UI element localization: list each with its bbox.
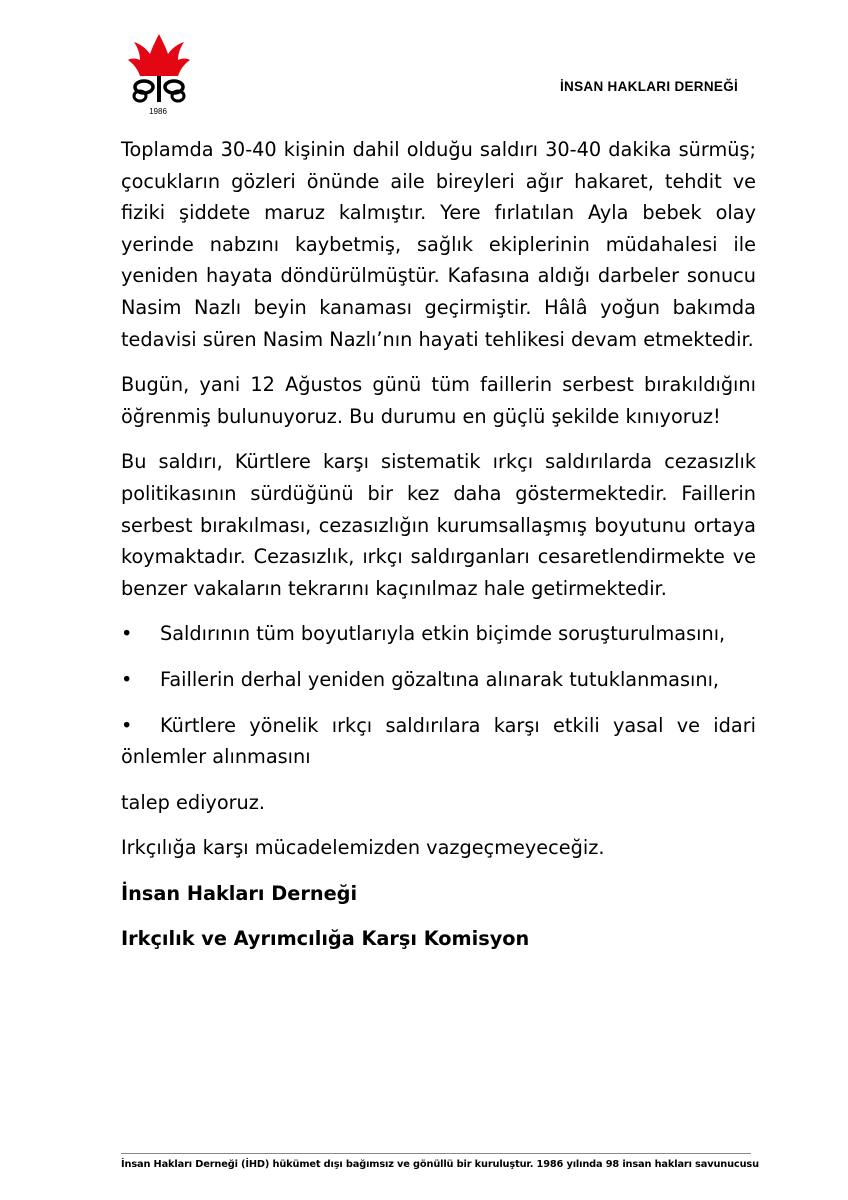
ihd-flower-chain-logo-icon: [128, 32, 190, 108]
signature-organization: İnsan Hakları Derneği: [121, 881, 358, 905]
closing-request: talep ediyoruz.: [121, 790, 266, 814]
bullet-icon: •: [121, 667, 133, 691]
demand-investigation: Saldırının tüm boyutlarıyla etkin biçimde soruşturulmasını,: [160, 622, 726, 646]
list-item: [121, 664, 756, 696]
closing-statement: Irkçılığa karşı mücadelemizden vazgeçmeyeceğiz.: [121, 836, 605, 860]
list-item: [121, 710, 756, 773]
document-body: [121, 134, 756, 969]
demand-arrest: Faillerin derhal yeniden gözaltına alınarak tutuklanmasını,: [160, 667, 720, 691]
paragraph-attack-details: Toplamda 30-40 kişinin dahil olduğu saldırı 30-40 dakika sürmüş; çocukların gözleri önünde aile bireyleri ağır hakaret, tehdit ve fiziki şiddete maruz kalmıştır. Yere fırlatılan Ayla bebek olay yerinde nabzını kaybetmiş, sağlık ekiplerinin müdahalesi ile yeniden hayata döndürülmüştür. Kafasına aldığı darbeler sonucu Nasim Nazlı beyin kanaması geçirmiştir. Hâlâ yoğun bakımda tedavisi süren Nasim Nazlı’nın hayati tehlikesi devam etmektedir.: [121, 138, 756, 351]
paragraph-release-condemnation: Bugün, yani 12 Ağustos günü tüm faillerin serbest bırakıldığını öğrenmiş bulunuyoruz. Bu durumu en güçlü şekilde kınıyoruz!: [121, 373, 756, 428]
bullet-icon: •: [121, 622, 133, 646]
signature-commission: Irkçılık ve Ayrımcılığa Karşı Komisyon: [121, 927, 530, 951]
demand-legal-measures: Kürtlere yönelik ırkçı saldırılara karşı etkili yasal ve idari önlemler alınmasını: [121, 713, 756, 769]
footer-divider: [121, 1153, 751, 1154]
paragraph-impunity: Bu saldırı, Kürtlere karşı sistematik ırkçı saldırılarda cezasızlık politikasının sürdüğünü bir kez daha göstermektedir. Faillerin serbest bırakılması, cezasızlığın kurumsallaşmış boyutunu ortaya koymaktadır. Cezasızlık, ırkçı saldırganları cesaretlendirmekte ve benzer vakaların tekrarını kaçınılmaz hale getirmektedir.: [121, 450, 756, 600]
logo-year: 1986: [149, 107, 167, 116]
ihd-logo: [128, 32, 198, 124]
bullet-icon: •: [121, 713, 133, 737]
footer-text: İnsan Hakları Derneği (İHD) hükümet dışı bağımsız ve gönüllü bir kuruluştur. 1986 yılında 98 insan hakları savunucusu: [121, 1159, 759, 1170]
list-item: [121, 618, 756, 650]
organization-header: İNSAN HAKLARI DERNEĞİ: [560, 79, 739, 94]
